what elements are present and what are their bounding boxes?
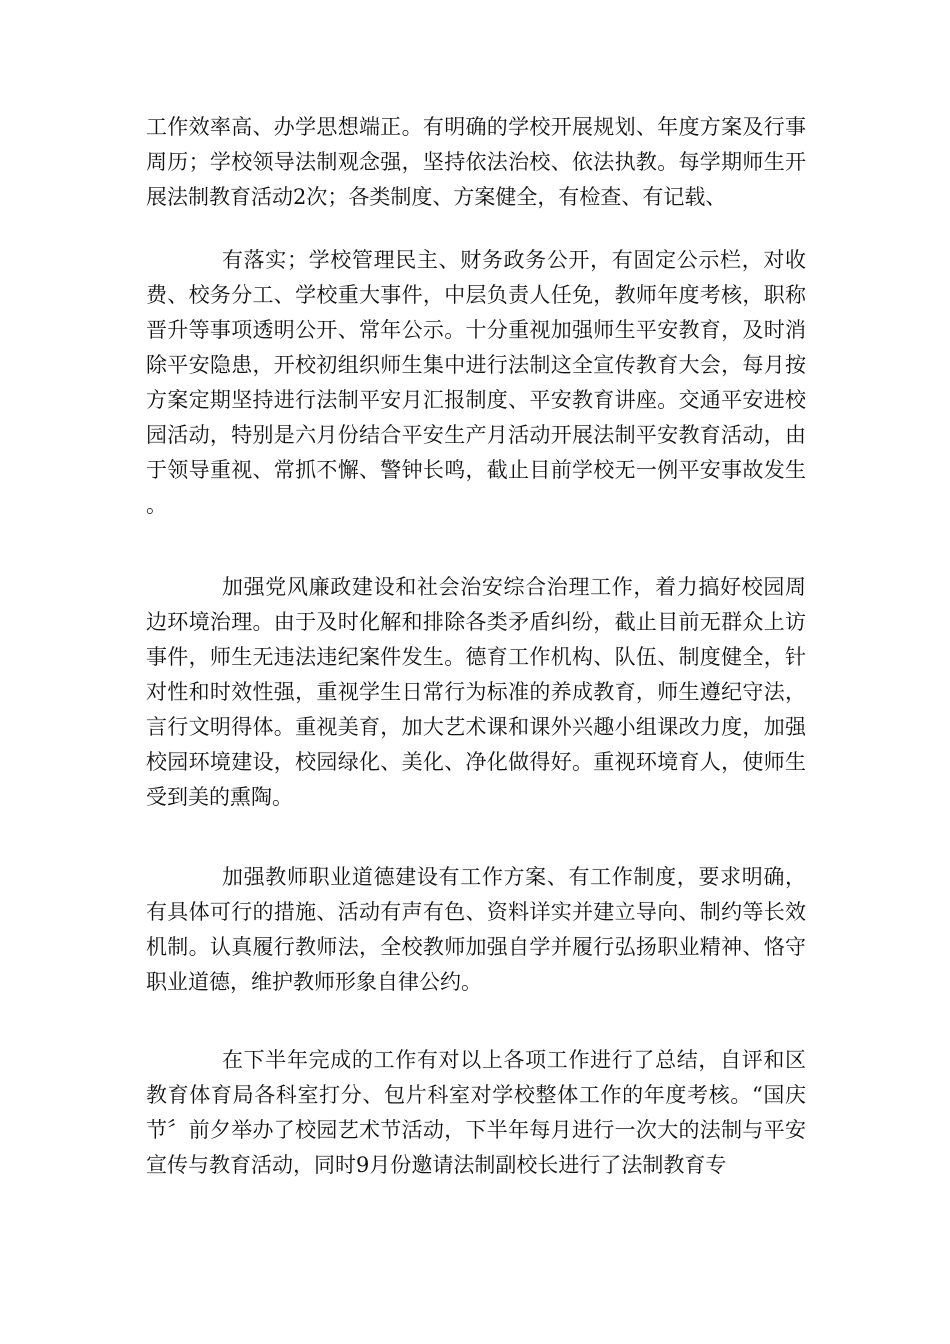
paragraph-2: 有落实；学校管理民主、财务政务公开，有固定公示栏，对收费、校务分工、学校重大事件，中层负责人任免，教师年度考核，职称晋升等事项透明公开、常年公示。十分重视加强师生平安教育，及时消除平安隐患，开校初组织师生集中进行法制这全宣传教育大会，每月按方案定期坚持进行法制平安月汇报制度、平安教育讲座。交通平安进校园活动，特别是六月份结合平安生产月活动开展法制平安教育活动，由于领导重视、常抓不懈、警钟长鸣，截止目前学校无一例平安事故发生。 bbox=[146, 248, 806, 517]
paragraph-3: 加强党风廉政建设和社会治安综合治理工作，着力搞好校园周边环境治理。由于及时化解和排除各类矛盾纠纷，截止目前无群众上访事件，师生无违法违纪案件发生。德育工作机构、队伍、制度健全，针对性和时效性强，重视学生日常行为标准的养成教育，师生遵纪守法，言行文明得体。重视美育，加大艺术课和课外兴趣小组课改力度，加强校园环境建设，校园绿化、美化、净化做得好。重视环境育人，使师生受到美的熏陶。 bbox=[146, 575, 806, 809]
paragraph-1: 工作效率高、办学思想端正。有明确的学校开展规划、年度方案及行事周历；学校领导法制观念强，坚持依法治校、依法执教。每学期师生开展法制教育活动2次；各类制度、方案健全，有检查、有记载、 bbox=[146, 115, 806, 209]
paragraph-4: 加强教师职业道德建设有工作方案、有工作制度，要求明确，有具体可行的措施、活动有声有色、资料详实并建立导向、制约等长效机制。认真履行教师法，全校教师加强自学并履行弘扬职业精神、恪守职业道德，维护教师形象自律公约。 bbox=[146, 865, 806, 994]
paragraph-5: 在下半年完成的工作有对以上各项工作进行了总结，自评和区教育体育局各科室打分、包片科室对学校整体工作的年度考核。“国庆节〞前夕举办了校园艺术节活动，下半年每月进行一次大的法制与平安宣传与教育活动，同时9月份邀请法制副校长进行了法制教育专 bbox=[146, 1048, 806, 1177]
